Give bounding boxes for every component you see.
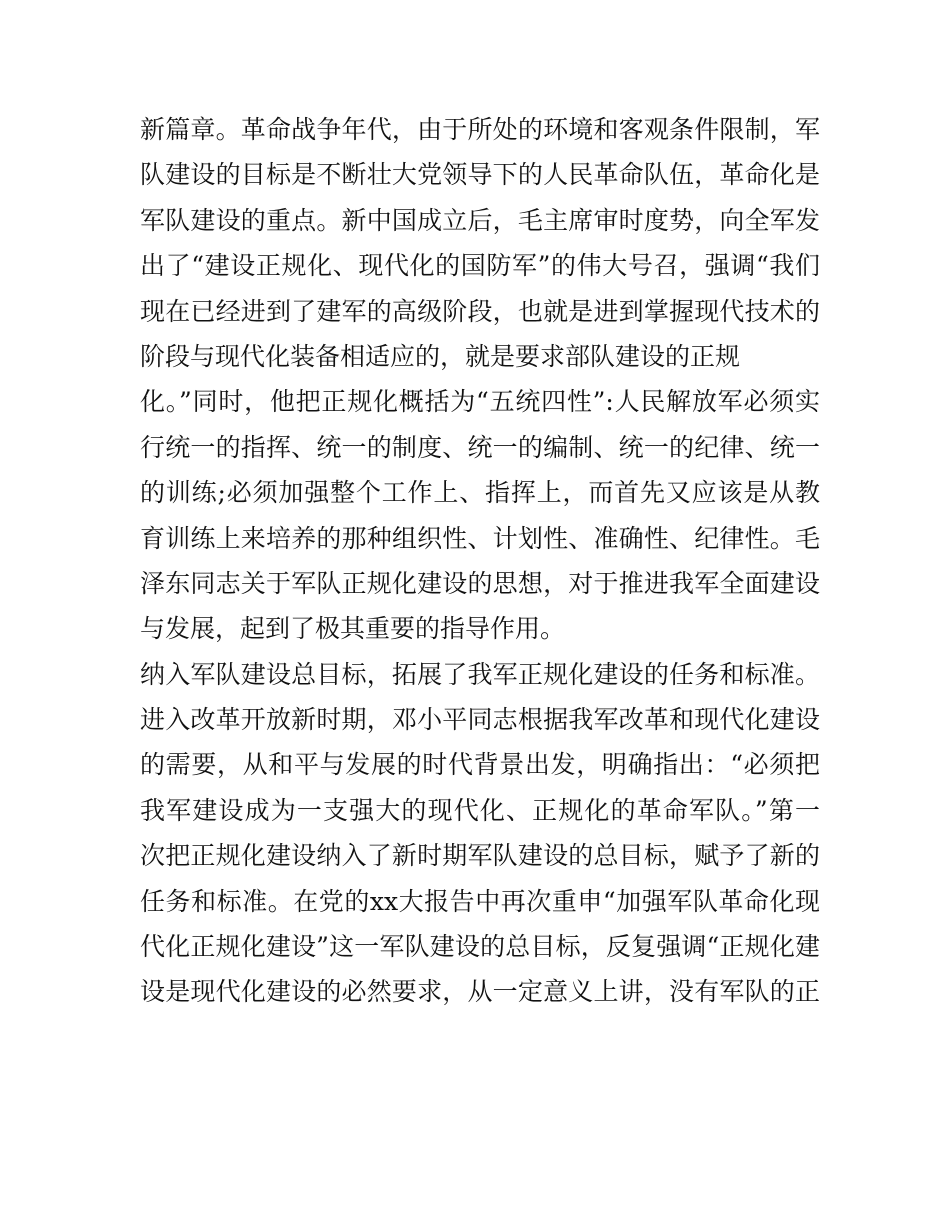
text-line: 出了“建设正规化、现代化的国防军”的伟大号召，强调“我们 (140, 251, 820, 281)
text-line: 化。”同时，他把正规化概括为“五统四性”:人民解放军必须实 (140, 387, 820, 417)
text-line: 纳入军队建设总目标，拓展了我军正规化建设的任务和标准。 (140, 659, 820, 689)
text-line: 育训练上来培养的那种组织性、计划性、准确性、纪律性。毛 (140, 523, 820, 553)
text-line: 现在已经进到了建军的高级阶段，也就是进到掌握现代技术的 (140, 296, 820, 326)
text-line: 进入改革开放新时期，邓小平同志根据我军改革和现代化建设 (140, 705, 820, 735)
text-line: 设是现代化建设的必然要求，从一定意义上讲，没有军队的正 (140, 977, 820, 1007)
text-line: 的需要，从和平与发展的时代背景出发，明确指出：“必须把 (140, 750, 820, 780)
text-line: 行统一的指挥、统一的制度、统一的编制、统一的纪律、统一 (140, 432, 820, 462)
text-line: 的训练;必须加强整个工作上、指挥上，而首先又应该是从教 (140, 478, 820, 508)
text-line: 阶段与现代化装备相适应的，就是要求部队建设的正规 (140, 341, 741, 371)
text-line: 军队建设的重点。新中国成立后，毛主席审时度势，向全军发 (140, 205, 820, 235)
text-line: 我军建设成为一支强大的现代化、正规化的革命军队。”第一 (140, 795, 820, 825)
text-line: 与发展，起到了极其重要的指导作用。 (140, 614, 566, 644)
text-line: 任务和标准。在党的xx大报告中再次重申“加强军队革命化现 (140, 886, 820, 916)
text-line: 泽东同志关于军队正规化建设的思想，对于推进我军全面建设 (140, 568, 820, 598)
text-line: 队建设的目标是不断壮大党领导下的人民革命队伍，革命化是 (140, 160, 820, 190)
text-line: 新篇章。革命战争年代，由于所处的环境和客观条件限制，军 (140, 115, 820, 144)
text-line: 次把正规化建设纳入了新时期军队建设的总目标，赋予了新的 (140, 841, 820, 871)
text-line: 代化正规化建设”这一军队建设的总目标，反复强调“正规化建 (140, 932, 820, 962)
body-text (140, 107, 820, 1015)
